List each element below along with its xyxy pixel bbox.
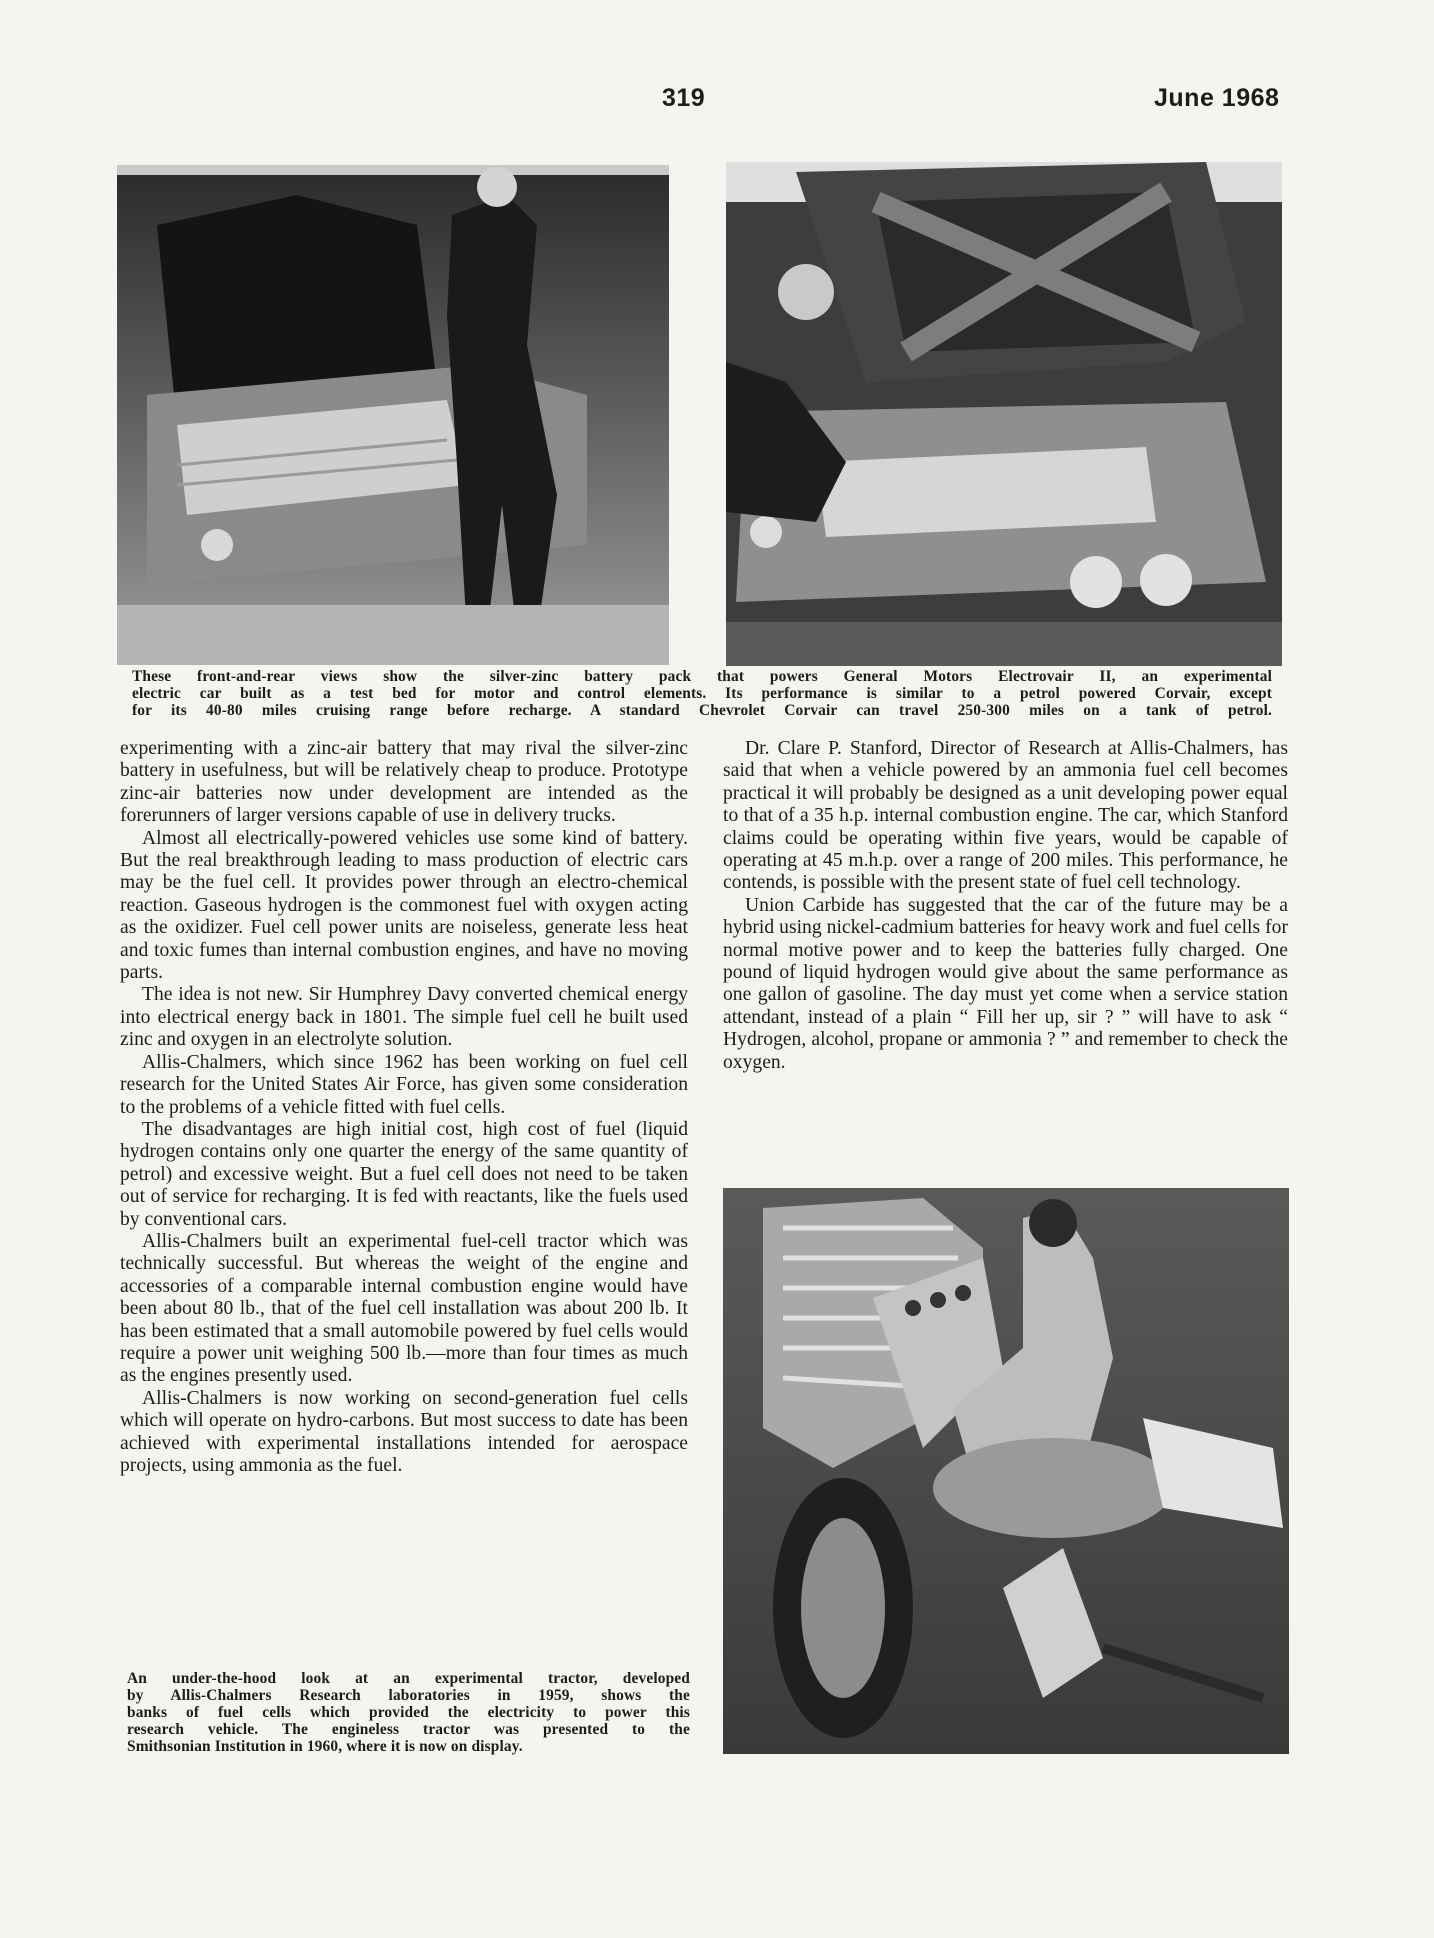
caption-line: for its 40-80 miles cruising range before recharge. A standard Chevrolet Corvair can travel 250-300 miles on a tank of petrol.	[132, 702, 1272, 719]
top-photo-caption	[132, 668, 1272, 719]
caption-line: electric car built as a test bed for motor and control elements. Its performance is similar to a petrol powered Corvair, except	[132, 685, 1272, 702]
paragraph: The idea is not new. Sir Humphrey Davy converted chemical energy into electrical energy back in 1801. The simple fuel cell he built used zinc and oxygen in an electrolyte solution.	[120, 984, 688, 1051]
caption-line: These front-and-rear views show the silver-zinc battery pack that powers General Motors Electrovair II, an experimental	[132, 668, 1272, 685]
paragraph: Union Carbide has suggested that the car of the future may be a hybrid using nickel-cadmium batteries for heavy work and fuel cells for normal motive power and to keep the batteries fully charged. One pound of liquid hydrogen would give about the same performance as one gallon of gasoline. The day must yet come when a service station attendant, instead of a plain “ Fill her up, sir ? ” will have to ask “ Hydrogen, alcohol, propane or ammonia ? ” and remember to check the oxygen.	[723, 894, 1288, 1073]
issue-date: June 1968	[1154, 84, 1280, 112]
page-number: 319	[662, 84, 706, 112]
front-view-photo	[726, 162, 1282, 666]
paragraph: Almost all electrically-powered vehicles use some kind of battery. But the real breakthrough leading to mass production of electric cars may be the fuel cell. It provides power through an electro-chemical reaction. Gaseous hydrogen is the commonest fuel with oxygen acting as the oxidizer. Fuel cell power units are noiseless, generate less heat and toxic fumes than internal combustion engines, and have no moving parts.	[120, 827, 688, 984]
caption-line: banks of fuel cells which provided the electricity to power this	[127, 1704, 690, 1721]
paragraph: Dr. Clare P. Stanford, Director of Research at Allis-Chalmers, has said that when a vehicle powered by an ammonia fuel cell becomes practical it will probably be designed as a unit developing power equal to that of a 35 h.p. internal combustion engine. The car, which Stanford claims could be operating within five years, would be capable of operating at 45 m.h.p. over a range of 200 miles. This performance, he contends, is possible with the present state of fuel cell technology.	[723, 738, 1288, 894]
paragraph: Allis-Chalmers is now working on second-generation fuel cells which will operate on hydro-carbons. But most success to date has been achieved with experimental installations intended for aerospace projects, using ammonia as the fuel.	[120, 1387, 688, 1476]
paragraph: Allis-Chalmers built an experimental fuel-cell tractor which was technically successful. But whereas the weight of the engine and accessories of a comparable internal combustion engine would have been about 80 lb., that of the fuel cell installation was about 200 lb. It has been estimated that a small automobile powered by fuel cells would require a power unit weighing 500 lb.—more than four times as much as the engines presently used.	[120, 1230, 688, 1387]
left-text-column	[120, 738, 688, 1477]
caption-line: Smithsonian Institution in 1960, where it is now on display.	[127, 1738, 523, 1755]
caption-line: research vehicle. The engineless tractor was presented to the	[127, 1721, 690, 1738]
tractor-photo	[723, 1188, 1289, 1754]
rear-view-photo	[117, 165, 669, 665]
caption-line: by Allis-Chalmers Research laboratories in 1959, shows the	[127, 1687, 690, 1704]
paragraph: The disadvantages are high initial cost, high cost of fuel (liquid hydrogen contains only one quarter the energy of the same quantity of petrol) and excessive weight. But a fuel cell does not need to be taken out of service for recharging. It is fed with reactants, like the fuels used by conventional cars.	[120, 1118, 688, 1230]
tractor-photo-caption	[127, 1670, 690, 1755]
paragraph: experimenting with a zinc-air battery that may rival the silver-zinc battery in usefulness, but will be relatively cheap to produce. Prototype zinc-air batteries now under development are intended as the forerunners of larger versions capable of use in delivery trucks.	[120, 738, 688, 827]
caption-line: An under-the-hood look at an experimental tractor, developed	[127, 1670, 690, 1687]
paragraph: Allis-Chalmers, which since 1962 has been working on fuel cell research for the United States Air Force, has given some consideration to the problems of a vehicle fitted with fuel cells.	[120, 1051, 688, 1118]
right-text-column	[723, 738, 1288, 1074]
